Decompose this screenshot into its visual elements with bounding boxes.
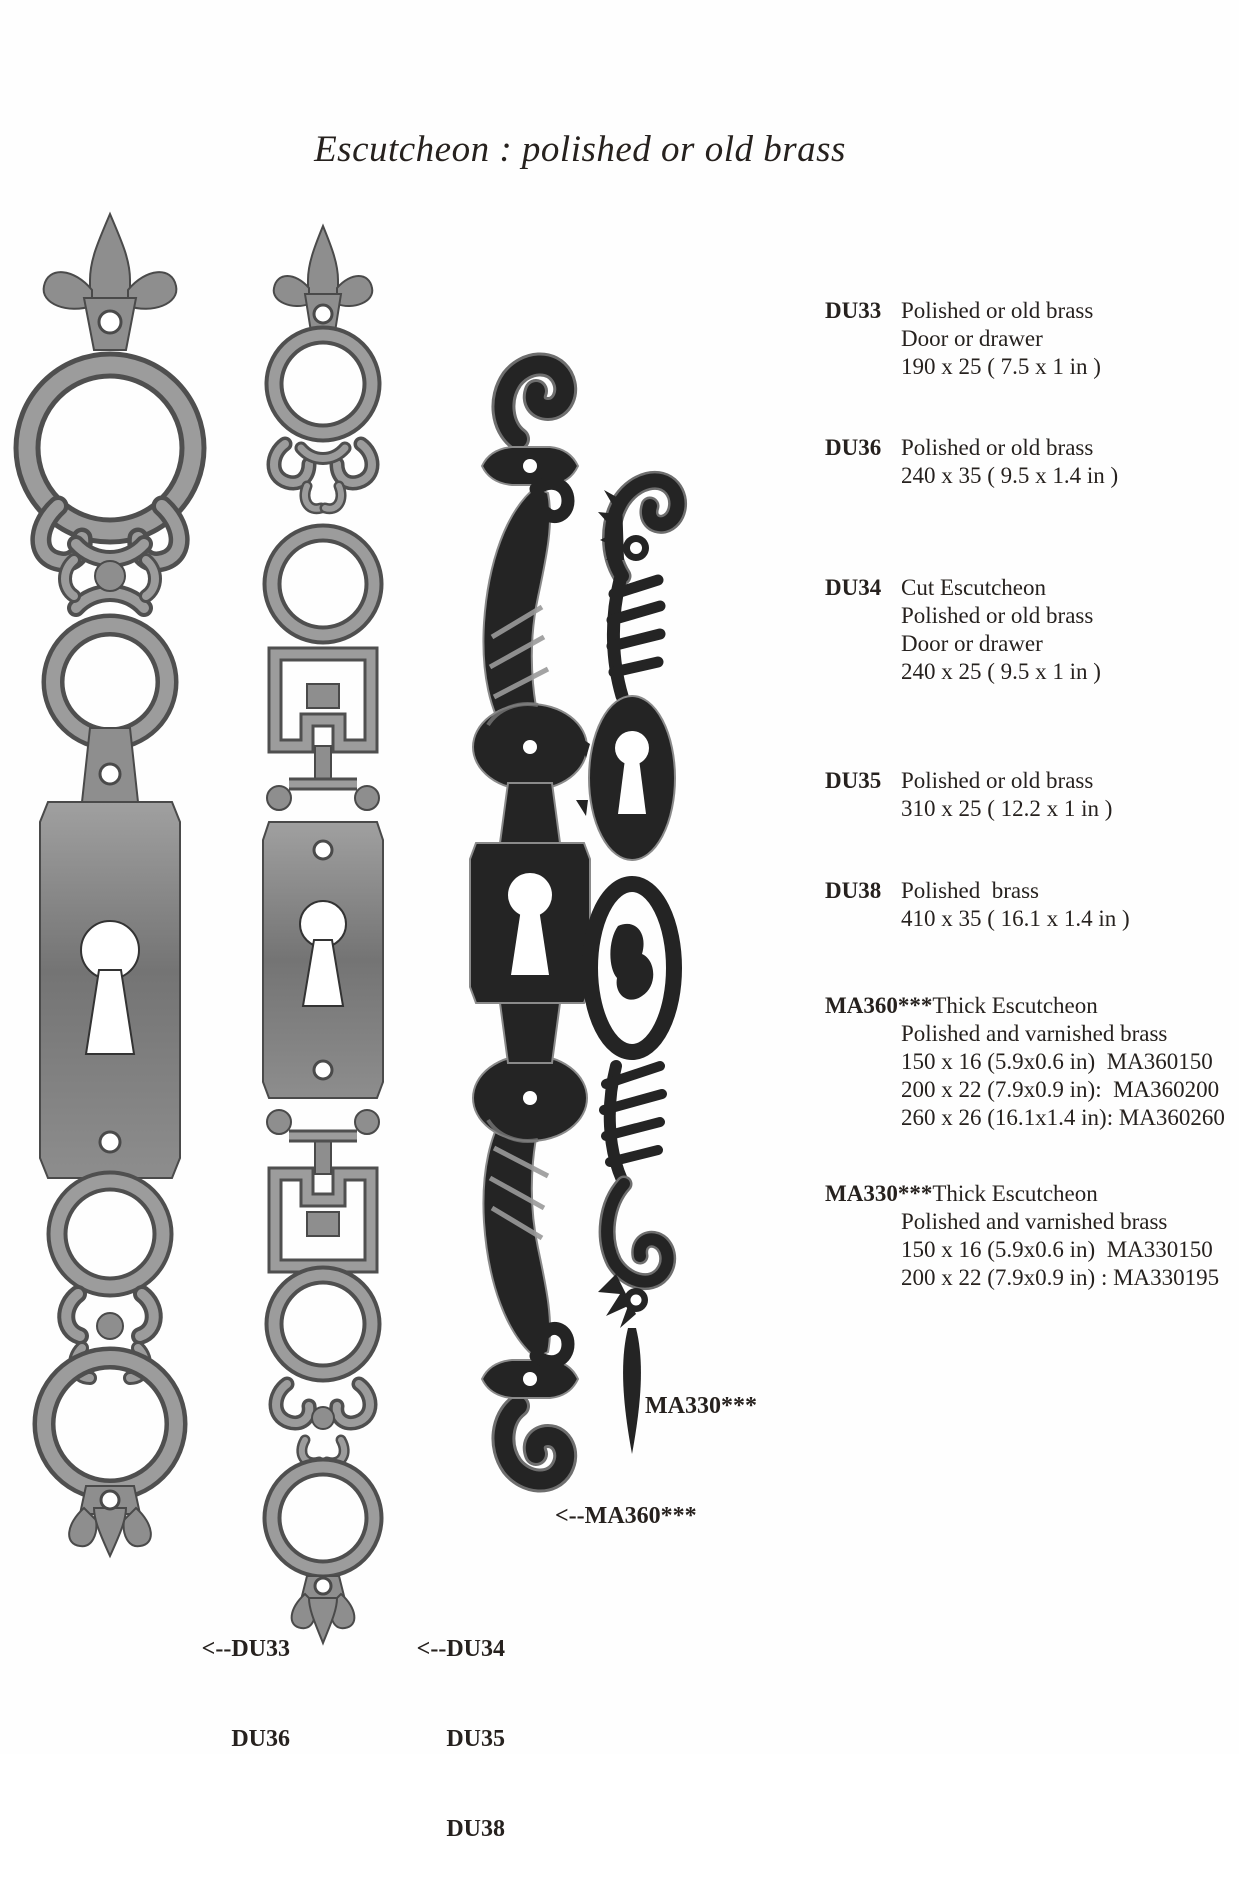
product-spec-line: 200 x 22 (7.9x0.9 in): MA360200 — [901, 1077, 1220, 1102]
product-code: DU36 — [825, 435, 882, 460]
crest-top — [598, 480, 678, 576]
escutcheon-ma330-image — [572, 448, 692, 1458]
screw-hole — [314, 1061, 332, 1079]
product-spec-line: Polished and varnished brass — [901, 1021, 1168, 1046]
label-du33-du36 — [168, 1574, 290, 1814]
product-spec-line: Polished and varnished brass — [901, 1209, 1168, 1234]
product-spec-line: MA360***Thick Escutcheon — [825, 993, 1098, 1018]
fretwork-section — [267, 654, 379, 810]
product-entry-du35 — [825, 767, 1112, 823]
product-spec-line: Door or drawer — [901, 326, 1043, 351]
product-code: DU34 — [825, 575, 882, 600]
screw-hole — [630, 542, 642, 554]
screw-hole — [100, 1132, 120, 1152]
screw-hole — [101, 1491, 119, 1509]
product-spec-line: 240 x 25 ( 9.5 x 1 in ) — [901, 659, 1101, 684]
escutcheon-du33-du36-image — [18, 208, 203, 1558]
product-spec-line: MA330***Thick Escutcheon — [825, 1181, 1098, 1206]
screw-hole — [100, 764, 120, 784]
label-line: <--DU34 — [416, 1636, 505, 1662]
product-spec-line: 240 x 35 ( 9.5 x 1.4 in ) — [901, 463, 1119, 488]
screw-hole — [99, 311, 121, 333]
product-spec-line: 190 x 25 ( 7.5 x 1 in ) — [901, 354, 1101, 379]
product-spec-line: 310 x 25 ( 12.2 x 1 in ) — [901, 796, 1113, 821]
product-spec-line: DU38 Polished brass — [825, 878, 1039, 903]
product-code: DU33 — [825, 298, 882, 323]
product-code: DU38 — [825, 878, 882, 903]
product-spec-line: Door or drawer — [901, 631, 1043, 656]
label-ma360: <--MA360*** — [555, 1503, 697, 1529]
label-du34-du35-du38 — [383, 1574, 505, 1904]
screw-hole — [631, 1295, 642, 1306]
product-spec-line: 410 x 35 ( 16.1 x 1.4 in ) — [901, 906, 1130, 931]
screw-hole — [314, 305, 332, 323]
label-line: DU36 — [231, 1726, 290, 1752]
product-code: MA330*** — [825, 1181, 933, 1206]
product-spec-line: DU36 Polished or old brass — [825, 435, 1094, 460]
product-entry-du33 — [825, 297, 1101, 381]
product-spec-line: 200 x 22 (7.9x0.9 in) : MA330195 — [901, 1265, 1220, 1290]
product-spec-line: 260 x 26 (16.1x1.4 in): MA360260 — [901, 1105, 1225, 1130]
product-entry-ma360 — [825, 992, 1225, 1132]
product-entry-du34 — [825, 574, 1101, 686]
label-line: <--DU33 — [201, 1636, 290, 1662]
label-ma330: MA330*** — [645, 1393, 757, 1419]
product-spec-line: Polished or old brass — [901, 603, 1094, 628]
page-title: Escutcheon : polished or old brass — [314, 129, 846, 170]
product-spec-line: DU33 Polished or old brass — [825, 298, 1094, 323]
escutcheon-du34-du35-du38-image — [243, 222, 403, 1647]
product-code: MA360*** — [825, 993, 933, 1018]
scroll-and-feather-top — [473, 364, 587, 790]
label-line: DU35 — [446, 1726, 505, 1752]
product-code: DU35 — [825, 768, 882, 793]
product-entry-du38 — [825, 877, 1130, 933]
screw-hole — [314, 841, 332, 859]
label-line: DU38 — [446, 1816, 505, 1842]
product-spec-line: DU34 Cut Escutcheon — [825, 575, 1046, 600]
product-spec-line: 150 x 16 (5.9x0.6 in) MA330150 — [901, 1237, 1213, 1262]
product-spec-line: DU35 Polished or old brass — [825, 768, 1094, 793]
product-entry-ma330 — [825, 1180, 1219, 1292]
product-entry-du36 — [825, 434, 1118, 490]
screw-hole — [315, 1578, 331, 1594]
product-spec-line: 150 x 16 (5.9x0.6 in) MA360150 — [901, 1049, 1213, 1074]
